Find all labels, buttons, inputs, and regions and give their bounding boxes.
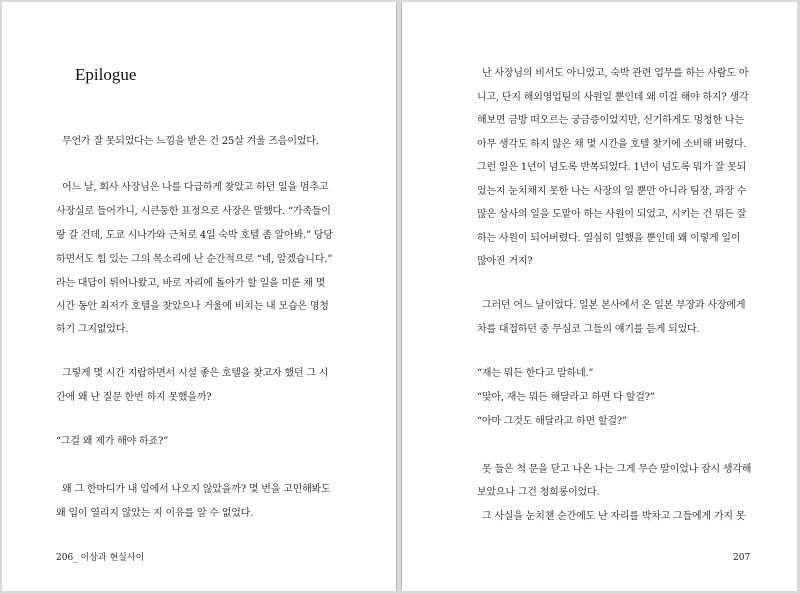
body-line: 보았으나 그건 청희롱이었다. — [477, 487, 600, 498]
body-line: “재는 뭐든 한다고 말하네.” — [477, 368, 594, 379]
body-line: 라는 대답이 튀어나왔고, 바로 자리에 돌아가 할 일을 미룬 채 몇 — [56, 278, 326, 289]
body-line: “그걸 왜 제가 해야 하죠?” — [56, 436, 169, 447]
right-page — [401, 2, 797, 591]
left-page — [2, 2, 397, 591]
body-line: 하면서도 힘 있는 그의 목소리에 난 순간적으로 “네, 알겠습니다.” — [56, 254, 333, 265]
body-line: 해보면 금방 떠오르는 궁금증이었지만, 신기하게도 멍청한 나는 — [477, 115, 744, 126]
page-number-left: 206_ 이상과 현실사이 — [56, 553, 145, 563]
body-line: 하기 그지없었다. — [56, 324, 129, 335]
body-line: 왜 입이 열리지 않았는 지 이유를 알 수 없었다. — [56, 508, 254, 519]
body-line: 그 사실을 눈치챈 순간에도 난 자리를 박차고 그들에게 가지 못 — [482, 511, 746, 522]
body-line: 무언가 잘 못되었다는 느낌을 받은 건 25살 겨울 즈음이었다. — [62, 136, 319, 147]
body-line: 왜 그 한마디가 내 입에서 나오지 않았을까? 몇 번을 고민해봐도 — [62, 484, 331, 495]
body-line: 아무 생각도 하지 않은 채 몇 시간을 호텔 찾기에 소비해 버렸다. — [477, 139, 747, 150]
body-line: 어느 날, 회사 사장님은 나를 다급하게 찾았고 하던 일을 멈추고 — [62, 182, 329, 193]
body-line: “맞아, 재는 뭐든 해달라고 하면 다 할걸?” — [477, 392, 655, 403]
chapter-heading: Epilogue — [75, 65, 137, 84]
body-line: 난 사장님의 비서도 아니었고, 숙박 관련 업무를 하는 사람도 아 — [482, 68, 749, 79]
body-line: 었는지 눈치채지 못한 나는 사장의 일 뿐만 아니라 팀장, 과장 수 — [477, 186, 747, 197]
body-line: 많아진 거지? — [477, 256, 533, 267]
page-number-right: 207 — [733, 553, 751, 563]
body-line: 니고, 단지 해외영업팀의 사원일 뿐인데 왜 이걸 해야 하지? 생각 — [477, 92, 749, 103]
body-line: 많은 상사의 일을 도맡아 하는 사원이 되었고, 시키는 건 뭐든 잘 — [477, 209, 747, 220]
body-line: “아마 그것도 해달라고 하면 할걸?” — [477, 416, 627, 427]
body-line: 그러던 어느 날이었다. 일본 본사에서 온 일본 부장과 사장에게 — [482, 300, 746, 311]
body-line: 시간 동안 최저가 호텔을 찾았으나 거울에 비치는 내 모습은 명청 — [56, 301, 329, 312]
body-line: 차를 대접하던 중 무심코 그들의 얘기를 듣게 되었다. — [477, 324, 700, 335]
body-line: 간에 왜 난 질문 한번 하지 못했을까? — [56, 392, 212, 403]
body-line: 못 들은 척 문을 닫고 나온 나는 그게 무슨 말이었나 잠시 생각해 — [482, 464, 752, 475]
body-line: 랑 갈 건데, 도쿄 시나가와 근처로 4일 숙박 호텔 좀 알아봐.” 당당 — [56, 230, 333, 241]
body-line: 그런 일은 1년이 넘도록 반복되었다. 1년이 넘도록 뭐가 잘 못되 — [477, 162, 747, 173]
body-line: 사장실로 들어가니, 시큰둥한 표정으로 사장은 말했다. “가족들이 — [56, 206, 331, 217]
body-line: 그렇게 몇 시간 지랍하면서 시설 좋은 호텔을 찾고자 했던 그 시 — [62, 368, 329, 379]
body-line: 하는 사원이 되어버렸다. 열심히 일했을 뿐인데 왜 이렇게 일이 — [477, 233, 741, 244]
